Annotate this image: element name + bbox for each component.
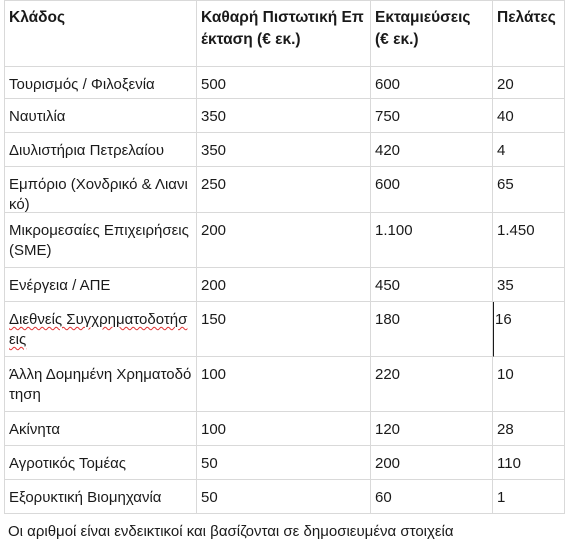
table-cell: 10 — [493, 357, 565, 412]
table-header-cell: Κλάδος — [4, 0, 197, 67]
table-cell: Διυλιστήρια Πετρελαίου — [4, 133, 197, 167]
table-cell: 40 — [493, 99, 565, 133]
table-cell: Εμπόριο (Χονδρικό & Λιανικό) — [4, 167, 197, 213]
table-header-cell: Εκταμιεύσεις (€ εκ.) — [371, 0, 493, 67]
table-cell: 350 — [197, 133, 371, 167]
table-cell: 16 — [493, 302, 565, 357]
table-cell: 110 — [493, 446, 565, 480]
table-cell: Άλλη Δομημένη Χρηματοδότηση — [4, 357, 197, 412]
data-table — [4, 0, 565, 514]
table-cell: 200 — [197, 213, 371, 268]
table-cell: 100 — [197, 357, 371, 412]
table-cell: 120 — [371, 412, 493, 446]
table-cell: 4 — [493, 133, 565, 167]
table-cell: 1.100 — [371, 213, 493, 268]
table-cell: 600 — [371, 167, 493, 213]
table-cell: Μικρομεσαίες Επιχειρήσεις (SME) — [4, 213, 197, 268]
table-cell: 450 — [371, 268, 493, 302]
table-cell: 1.450 — [493, 213, 565, 268]
table-cell: 50 — [197, 446, 371, 480]
table-cell: Αγροτικός Τομέας — [4, 446, 197, 480]
table-cell: Ακίνητα — [4, 412, 197, 446]
table-cell: 250 — [197, 167, 371, 213]
table-cell: 35 — [493, 268, 565, 302]
table-cell: Τουρισμός / Φιλοξενία — [4, 67, 197, 99]
table-cell: 20 — [493, 67, 565, 99]
table-cell: Διεθνείς Συγχρηματοδοτήσεις — [4, 302, 197, 357]
table-cell: 200 — [197, 268, 371, 302]
table-cell: 600 — [371, 67, 493, 99]
table-cell: 750 — [371, 99, 493, 133]
table-cell: 50 — [197, 480, 371, 514]
table-cell: 28 — [493, 412, 565, 446]
table-cell: Ναυτιλία — [4, 99, 197, 133]
table-cell: 420 — [371, 133, 493, 167]
table-cell: 60 — [371, 480, 493, 514]
table-cell: 100 — [197, 412, 371, 446]
table-cell: 150 — [197, 302, 371, 357]
footer-text: Οι αριθμοί είναι ενδεικτικοί και βασίζονται σε δημοσιευμένα στοιχεία — [8, 523, 454, 540]
table-cell: 1 — [493, 480, 565, 514]
table-header-cell: Καθαρή Πιστωτική Επέκταση (€ εκ.) — [197, 0, 371, 67]
table-cell: Ενέργεια / ΑΠΕ — [4, 268, 197, 302]
table-cell: 350 — [197, 99, 371, 133]
table-cell: Εξορυκτική Βιομηχανία — [4, 480, 197, 514]
table-header-cell: Πελάτες — [493, 0, 565, 67]
table-cell: 200 — [371, 446, 493, 480]
table-cell: 220 — [371, 357, 493, 412]
table-cell: 500 — [197, 67, 371, 99]
table-cell: 65 — [493, 167, 565, 213]
table-cell: 180 — [371, 302, 493, 357]
